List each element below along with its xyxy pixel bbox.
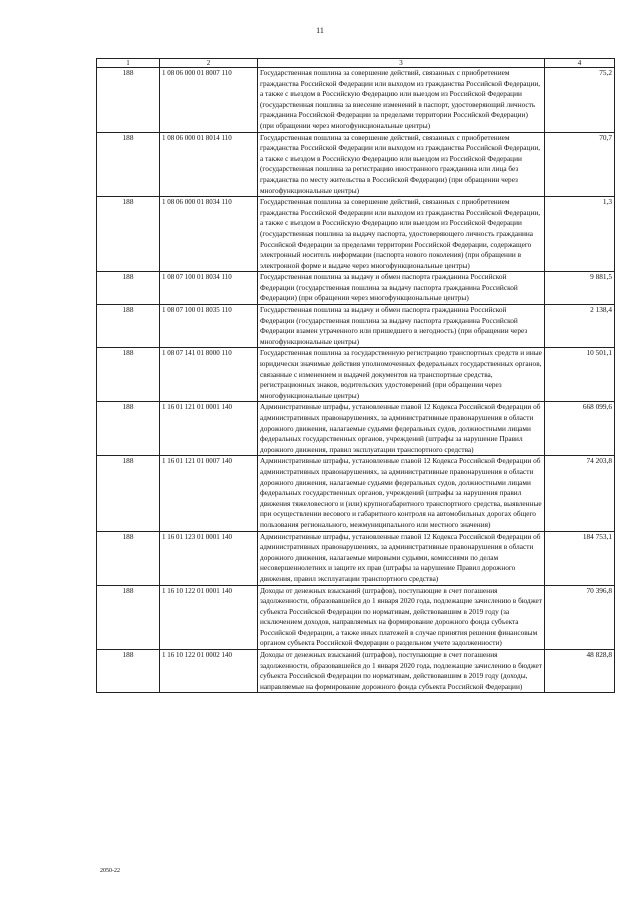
budget-code-cell: 1 08 07 100 01 8034 110 bbox=[160, 272, 258, 305]
amount-cell: 668 099,6 bbox=[545, 402, 615, 456]
amount-cell: 48 828,8 bbox=[545, 650, 615, 693]
admin-code-cell: 188 bbox=[97, 585, 160, 650]
revenue-name-cell: Государственная пошлина за выдачу и обмен паспорта гражданина Российской Федерации (государственная пошлина за выдачу паспорта гражданина Российской Федерации) (при обращении через многофункциональные центры) bbox=[258, 272, 545, 305]
admin-code-cell: 188 bbox=[97, 650, 160, 693]
revenue-name-cell: Государственная пошлина за совершение действий, связанных с приобретением гражданства Российской Федерации или выходом из гражданства Российской Федерации, а также с въездом в Российскую Федерацию или выездом из Российской Федерации (государственная пошлина за внесение изменений в паспорт, удостоверяющий личность гражданина Российской Федерации за пределами территории Российской Федерации) (при обращении через многофункциональные центры) bbox=[258, 68, 545, 133]
admin-code-cell: 188 bbox=[97, 348, 160, 402]
amount-cell: 9 881,5 bbox=[545, 272, 615, 305]
revenue-name-cell: Государственная пошлина за совершение действий, связанных с приобретением гражданства Российской Федерации или выходом из гражданства Российской Федерации, а также с въездом в Российскую Федерацию или выездом из Российской Федерации (государственная пошлина за регистрацию иностранного гражданина или лица без гражданства по месту жительства в Российской Федерации) (при обращении через многофункциональные центры) bbox=[258, 132, 545, 197]
revenue-name-cell: Государственная пошлина за выдачу и обмен паспорта гражданина Российской Федерации (государственная пошлина за выдачу паспорта гражданина Российской Федерации взамен утраченного или пришедшего в негодность) (при обращении через многофункциональные центры) bbox=[258, 305, 545, 348]
revenue-name-cell: Доходы от денежных взысканий (штрафов), поступающие в счет погашения задолженности, образовавшейся до 1 января 2020 года, подлежащие зачислению в бюджет субъекта Российской Федерации по нормативам, действовавшим в 2019 году (за исключением доходов, направляемых на формирование дорожного фонда субъекта Российской Федерации, а также иных платежей в случае принятия решения финансовым органом субъекта Российской Федерации о раздельном учете задолженности) bbox=[258, 585, 545, 650]
budget-code-cell: 1 08 07 100 01 8035 110 bbox=[160, 305, 258, 348]
amount-cell: 70 396,8 bbox=[545, 585, 615, 650]
header-cell: 2 bbox=[160, 59, 258, 68]
header-cell: 3 bbox=[258, 59, 545, 68]
amount-cell: 75,2 bbox=[545, 68, 615, 133]
amount-cell: 70,7 bbox=[545, 132, 615, 197]
admin-code-cell: 188 bbox=[97, 68, 160, 133]
amount-cell: 1,3 bbox=[545, 197, 615, 272]
admin-code-cell: 188 bbox=[97, 456, 160, 531]
amount-cell: 184 753,1 bbox=[545, 531, 615, 585]
revenue-name-cell: Доходы от денежных взысканий (штрафов), поступающие в счет погашения задолженности, образовавшейся до 1 января 2020 года, подлежащие зачислению в бюджет субъекта Российской Федерации по нормативам, действовавшим в 2019 году (доходы, направляемые на формирование дорожного фонда субъекта Российской Федерации) bbox=[258, 650, 545, 693]
budget-code-cell: 1 16 01 121 01 0001 140 bbox=[160, 402, 258, 456]
header-cell: 4 bbox=[545, 59, 615, 68]
table-row bbox=[97, 531, 615, 585]
budget-code-cell: 1 16 10 122 01 0001 140 bbox=[160, 585, 258, 650]
admin-code-cell: 188 bbox=[97, 272, 160, 305]
page-number: 11 bbox=[316, 26, 324, 35]
table-row bbox=[97, 272, 615, 305]
admin-code-cell: 188 bbox=[97, 305, 160, 348]
admin-code-cell: 188 bbox=[97, 197, 160, 272]
table-row bbox=[97, 650, 615, 693]
table-row bbox=[97, 585, 615, 650]
table-row bbox=[97, 456, 615, 531]
admin-code-cell: 188 bbox=[97, 132, 160, 197]
budget-code-cell: 1 08 06 000 01 8014 110 bbox=[160, 132, 258, 197]
table-row bbox=[97, 132, 615, 197]
table-row bbox=[97, 197, 615, 272]
footer-code: 2050-22 bbox=[100, 868, 120, 874]
amount-cell: 10 501,1 bbox=[545, 348, 615, 402]
revenue-name-cell: Государственная пошлина за совершение действий, связанных с приобретением гражданства Российской Федерации или выходом из гражданства Российской Федерации, а также с въездом в Российскую Федерацию или выездом из Российской Федерации (государственная пошлина за выдачу паспорта, удостоверяющего личность гражданина Российской Федерации за пределами территории Российской Федерации, содержащего электронный носитель информации (паспорта нового поколения) (при обращении в электронной форме и выдаче через многофункциональные центры) bbox=[258, 197, 545, 272]
table-row bbox=[97, 305, 615, 348]
budget-code-cell: 1 08 06 000 01 8034 110 bbox=[160, 197, 258, 272]
header-cell: 1 bbox=[97, 59, 160, 68]
budget-code-cell: 1 16 10 122 01 0002 140 bbox=[160, 650, 258, 693]
amount-cell: 2 138,4 bbox=[545, 305, 615, 348]
table-row bbox=[97, 348, 615, 402]
amount-cell: 74 203,8 bbox=[545, 456, 615, 531]
table-row bbox=[97, 68, 615, 133]
revenue-name-cell: Государственная пошлина за государственную регистрацию транспортных средств и иные юридически значимые действия уполномоченных федеральных государственных органов, связанные с изменением и выдачей документов на транспортные средства, регистрационных знаков, водительских удостоверений (при обращении через многофункциональные центры) bbox=[258, 348, 545, 402]
admin-code-cell: 188 bbox=[97, 402, 160, 456]
admin-code-cell: 188 bbox=[97, 531, 160, 585]
revenue-name-cell: Административные штрафы, установленные главой 12 Кодекса Российской Федерации об административных правонарушениях, за административные правонарушения в области дорожного движения, налагаемые судьями федеральных судов, должностными лицами федеральных государственных органов, учреждений (штрафы за нарушения правил движения тяжеловесного и (или) крупногабаритного транспортного средства, выявленные при осуществлении весового и габаритного контроля на автомобильных дорогах общего пользования регионального, межмуниципального или местного значения) bbox=[258, 456, 545, 531]
revenue-name-cell: Административные штрафы, установленные главой 12 Кодекса Российской Федерации об административных правонарушениях, за административные правонарушения в области дорожного движения, налагаемые мировыми судьями, комиссиями по делам несовершеннолетних и защите их прав (штрафы за нарушение Правил дорожного движения, правил эксплуатации транспортного средства) bbox=[258, 531, 545, 585]
table-header-row bbox=[97, 59, 615, 68]
budget-code-cell: 1 08 07 141 01 8000 110 bbox=[160, 348, 258, 402]
revenue-name-cell: Административные штрафы, установленные главой 12 Кодекса Российской Федерации об административных правонарушениях, за административные правонарушения в области дорожного движения, налагаемые судьями федеральных судов, должностными лицами федеральных государственных органов, учреждений (штрафы за нарушение Правил дорожного движения, правил эксплуатации транспортного средства) bbox=[258, 402, 545, 456]
budget-code-cell: 1 16 01 123 01 0001 140 bbox=[160, 531, 258, 585]
budget-code-cell: 1 16 01 121 01 0007 140 bbox=[160, 456, 258, 531]
budget-code-cell: 1 08 06 000 01 8007 110 bbox=[160, 68, 258, 133]
table-row bbox=[97, 402, 615, 456]
revenue-table bbox=[96, 58, 615, 693]
